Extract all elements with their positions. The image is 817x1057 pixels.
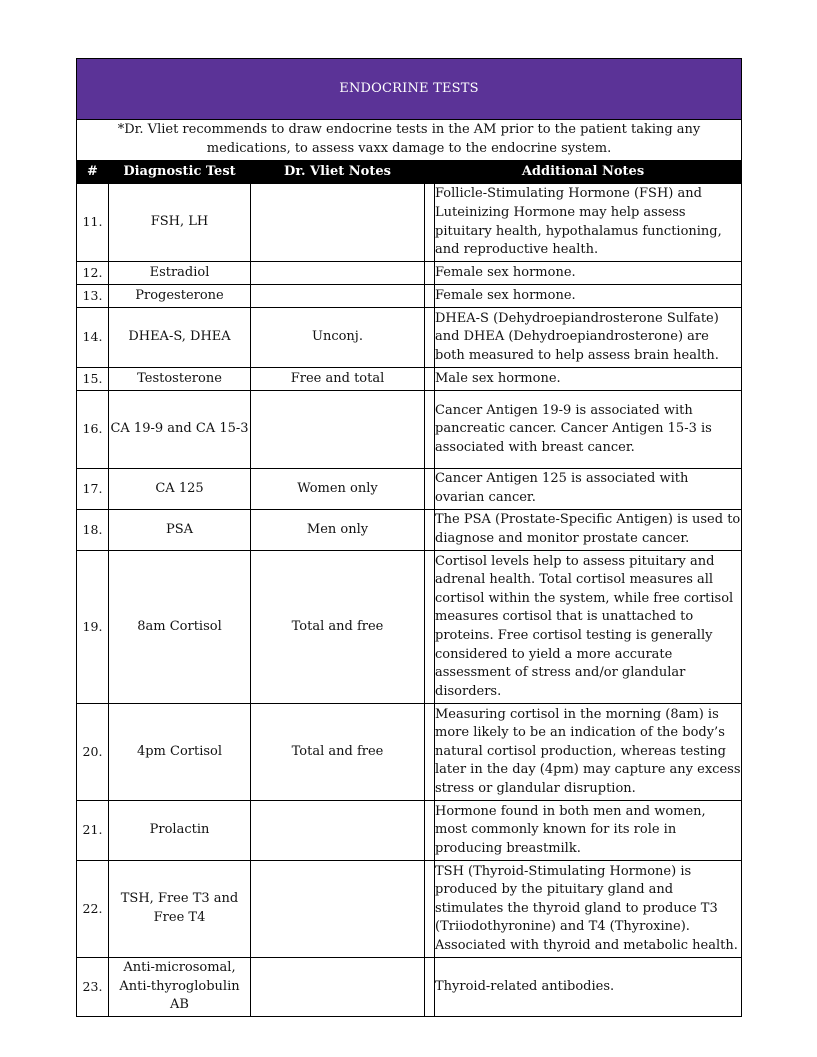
diagnostic-test: CA 19-9 and CA 15-3 <box>109 391 251 469</box>
diagnostic-test: CA 125 <box>109 469 251 510</box>
spacer-cell <box>425 958 435 1017</box>
additional-note: TSH (Thyroid-Stimulating Hormone) is produced by the pituitary gland and stimulates the thyroid gland to produce T3 (Triiodothyronine) and T4 (Thyroxine). Associated with thyroid and metabolic health. <box>435 861 742 958</box>
dr-vliet-note: Total and free <box>251 551 425 704</box>
dr-vliet-note <box>251 958 425 1017</box>
dr-vliet-note <box>251 391 425 469</box>
additional-note: Follicle-Stimulating Hormone (FSH) and Luteinizing Hormone may help assess pituitary health, hypothalamus functioning, and reproductive health. <box>435 184 742 262</box>
endocrine-tests-table <box>76 58 742 1017</box>
dr-vliet-note: Women only <box>251 469 425 510</box>
spacer-cell <box>425 368 435 391</box>
table-row <box>77 391 742 469</box>
row-number: 17. <box>77 469 109 510</box>
header-row <box>77 161 742 184</box>
spacer-cell <box>425 285 435 308</box>
additional-note: Cortisol levels help to assess pituitary and adrenal health. Total cortisol measures all cortisol within the system, while free cortisol measures cortisol that is unattached to proteins. Free cortisol testing is generally considered to yield a more accurate assessment of stress and/or glandular disorders. <box>435 551 742 704</box>
diagnostic-test: Anti-microsomal, Anti-thyroglobulin AB <box>109 958 251 1017</box>
row-number: 16. <box>77 391 109 469</box>
table-row <box>77 801 742 861</box>
dr-vliet-note <box>251 861 425 958</box>
table-row <box>77 861 742 958</box>
dr-vliet-note <box>251 285 425 308</box>
spacer-cell <box>425 861 435 958</box>
spacer-cell <box>425 704 435 801</box>
spacer-cell <box>425 184 435 262</box>
header-additional: Additional Notes <box>425 161 742 184</box>
title-row <box>77 59 742 120</box>
dr-vliet-note: Men only <box>251 510 425 551</box>
diagnostic-test: TSH, Free T3 and Free T4 <box>109 861 251 958</box>
additional-note: Measuring cortisol in the morning (8am) is more likely to be an indication of the body’s natural cortisol production, whereas testing later in the day (4pm) may capture any excess stress or glandular disruption. <box>435 704 742 801</box>
additional-note: The PSA (Prostate-Specific Antigen) is used to diagnose and monitor prostate cancer. <box>435 510 742 551</box>
spacer-cell <box>425 510 435 551</box>
dr-vliet-note <box>251 262 425 285</box>
row-number: 21. <box>77 801 109 861</box>
spacer-cell <box>425 551 435 704</box>
row-number: 19. <box>77 551 109 704</box>
diagnostic-test: Prolactin <box>109 801 251 861</box>
row-number: 14. <box>77 308 109 368</box>
diagnostic-test: FSH, LH <box>109 184 251 262</box>
table-row <box>77 958 742 1017</box>
diagnostic-test: Testosterone <box>109 368 251 391</box>
diagnostic-test: Estradiol <box>109 262 251 285</box>
spacer-cell <box>425 262 435 285</box>
additional-note: Thyroid-related antibodies. <box>435 958 742 1017</box>
dr-vliet-note: Total and free <box>251 704 425 801</box>
spacer-cell <box>425 308 435 368</box>
header-test: Diagnostic Test <box>109 161 251 184</box>
additional-note: DHEA-S (Dehydroepiandrosterone Sulfate) and DHEA (Dehydroepiandrosterone) are both measured to help assess brain health. <box>435 308 742 368</box>
row-number: 13. <box>77 285 109 308</box>
spacer-cell <box>425 391 435 469</box>
row-number: 22. <box>77 861 109 958</box>
dr-vliet-note <box>251 801 425 861</box>
row-number: 12. <box>77 262 109 285</box>
row-number: 20. <box>77 704 109 801</box>
diagnostic-test: DHEA-S, DHEA <box>109 308 251 368</box>
row-number: 15. <box>77 368 109 391</box>
diagnostic-test: 8am Cortisol <box>109 551 251 704</box>
intro-row <box>77 120 742 161</box>
table-row <box>77 551 742 704</box>
table-title: ENDOCRINE TESTS <box>77 59 742 120</box>
dr-vliet-note: Free and total <box>251 368 425 391</box>
table-row <box>77 510 742 551</box>
additional-note: Female sex hormone. <box>435 285 742 308</box>
additional-note: Hormone found in both men and women, most commonly known for its role in producing breastmilk. <box>435 801 742 861</box>
table-row <box>77 262 742 285</box>
additional-note: Cancer Antigen 19-9 is associated with pancreatic cancer. Cancer Antigen 15-3 is associated with breast cancer. <box>435 391 742 469</box>
additional-note: Male sex hormone. <box>435 368 742 391</box>
diagnostic-test: Progesterone <box>109 285 251 308</box>
table-row <box>77 285 742 308</box>
row-number: 18. <box>77 510 109 551</box>
table-row <box>77 368 742 391</box>
table-row <box>77 184 742 262</box>
spacer-cell <box>425 801 435 861</box>
header-num: # <box>77 161 109 184</box>
table-row <box>77 469 742 510</box>
additional-note: Female sex hormone. <box>435 262 742 285</box>
additional-note: Cancer Antigen 125 is associated with ovarian cancer. <box>435 469 742 510</box>
dr-vliet-note: Unconj. <box>251 308 425 368</box>
diagnostic-test: PSA <box>109 510 251 551</box>
row-number: 11. <box>77 184 109 262</box>
row-number: 23. <box>77 958 109 1017</box>
table-row <box>77 704 742 801</box>
dr-vliet-note <box>251 184 425 262</box>
spacer-cell <box>425 469 435 510</box>
diagnostic-test: 4pm Cortisol <box>109 704 251 801</box>
table-row <box>77 308 742 368</box>
intro-note: *Dr. Vliet recommends to draw endocrine tests in the AM prior to the patient taking any medications, to assess vaxx damage to the endocrine system. <box>77 120 742 161</box>
header-dr-notes: Dr. Vliet Notes <box>251 161 425 184</box>
